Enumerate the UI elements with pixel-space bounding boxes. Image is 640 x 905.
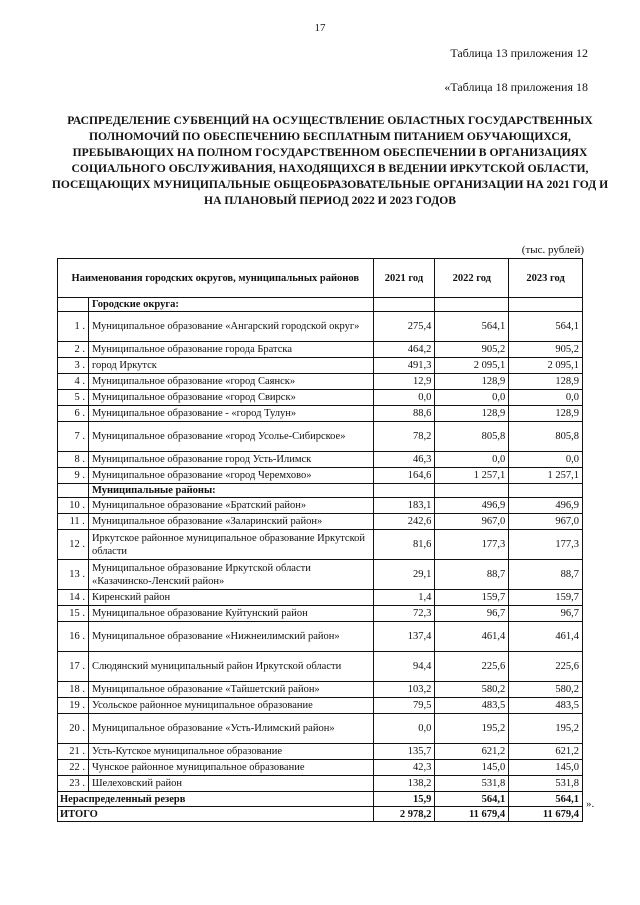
municipality-name: Муниципальное образование Иркутской области «Казачинско-Ленский район» [88, 560, 373, 590]
table-row [58, 452, 583, 468]
value-2023: 88,7 [509, 560, 583, 590]
value-2021: 78,2 [373, 422, 435, 452]
municipality-name: Чунское районное муниципальное образование [88, 760, 373, 776]
table-row [58, 422, 583, 452]
total-row-2022: 11 679,4 [435, 807, 509, 822]
total-row-label: ИТОГО [58, 807, 374, 822]
value-2022: 128,9 [435, 374, 509, 390]
municipality-name: Муниципальное образование город Усть-Илимск [88, 452, 373, 468]
municipality-name: Муниципальное образование «город Свирск» [88, 390, 373, 406]
value-2021: 88,6 [373, 406, 435, 422]
table-row [58, 606, 583, 622]
value-2021: 12,9 [373, 374, 435, 390]
appendix-reference-quoted: «Таблица 18 приложения 18 [444, 80, 588, 94]
value-2023: 564,1 [509, 312, 583, 342]
municipality-name: Иркутское районное муниципальное образование Иркутской области [88, 530, 373, 560]
municipality-name: Муниципальное образование «город Черемхово» [88, 468, 373, 484]
table-row [58, 682, 583, 698]
row-number: 4 . [58, 374, 89, 390]
value-2022: 177,3 [435, 530, 509, 560]
table-row [58, 406, 583, 422]
table-row [58, 622, 583, 652]
value-2021: 1,4 [373, 590, 435, 606]
empty-cell [509, 484, 583, 498]
value-2022: 96,7 [435, 606, 509, 622]
value-2022: 2 095,1 [435, 358, 509, 374]
municipality-name: Муниципальное образование «Нижнеилимский район» [88, 622, 373, 652]
row-number: 9 . [58, 468, 89, 484]
value-2023: 483,5 [509, 698, 583, 714]
value-2021: 464,2 [373, 342, 435, 358]
row-number: 15 . [58, 606, 89, 622]
row-number: 14 . [58, 590, 89, 606]
municipality-name: Муниципальное образование «город Усолье-Сибирское» [88, 422, 373, 452]
municipality-name: Усольское районное муниципальное образование [88, 698, 373, 714]
row-number: 3 . [58, 358, 89, 374]
value-2022: 580,2 [435, 682, 509, 698]
value-2023: 128,9 [509, 406, 583, 422]
value-2022: 0,0 [435, 452, 509, 468]
value-2021: 103,2 [373, 682, 435, 698]
municipality-name: Муниципальное образование «Ангарский городской округ» [88, 312, 373, 342]
value-2021: 0,0 [373, 390, 435, 406]
value-2022: 483,5 [435, 698, 509, 714]
municipality-name: Шелеховский район [88, 776, 373, 792]
value-2023: 225,6 [509, 652, 583, 682]
table-row [58, 590, 583, 606]
value-2022: 905,2 [435, 342, 509, 358]
empty-cell [435, 484, 509, 498]
page-number: 17 [314, 22, 326, 34]
row-number: 19 . [58, 698, 89, 714]
row-number: 16 . [58, 622, 89, 652]
table-row [58, 698, 583, 714]
value-2023: 159,7 [509, 590, 583, 606]
value-2022: 967,0 [435, 514, 509, 530]
row-number: 20 . [58, 714, 89, 744]
value-2021: 135,7 [373, 744, 435, 760]
value-2022: 805,8 [435, 422, 509, 452]
value-2021: 72,3 [373, 606, 435, 622]
value-2021: 275,4 [373, 312, 435, 342]
table-row [58, 374, 583, 390]
units-note: (тыс. рублей) [521, 244, 584, 256]
municipality-name: Киренский район [88, 590, 373, 606]
table-row [58, 760, 583, 776]
empty-cell [373, 484, 435, 498]
value-2022: 128,9 [435, 406, 509, 422]
row-number: 17 . [58, 652, 89, 682]
value-2022: 1 257,1 [435, 468, 509, 484]
value-2023: 580,2 [509, 682, 583, 698]
row-number: 8 . [58, 452, 89, 468]
group-row-cities [58, 298, 583, 312]
total-row [58, 807, 583, 822]
value-2023: 0,0 [509, 390, 583, 406]
table-row [58, 776, 583, 792]
table-row [58, 342, 583, 358]
value-2023: 177,3 [509, 530, 583, 560]
value-2021: 491,3 [373, 358, 435, 374]
group-num-cell [58, 484, 89, 498]
table-header-row [58, 259, 583, 298]
table-row [58, 358, 583, 374]
value-2021: 29,1 [373, 560, 435, 590]
value-2022: 496,9 [435, 498, 509, 514]
municipality-name: Муниципальное образование «город Саянск» [88, 374, 373, 390]
value-2023: 967,0 [509, 514, 583, 530]
value-2022: 621,2 [435, 744, 509, 760]
reserve-row [58, 792, 583, 807]
value-2022: 461,4 [435, 622, 509, 652]
value-2022: 195,2 [435, 714, 509, 744]
table-row [58, 744, 583, 760]
value-2021: 46,3 [373, 452, 435, 468]
document-title: РАСПРЕДЕЛЕНИЕ СУБВЕНЦИЙ НА ОСУЩЕСТВЛЕНИЕ ОБЛАСТНЫХ ГОСУДАРСТВЕННЫХ ПОЛНОМОЧИЙ ПО ОБЕСПЕЧЕНИЮ БЕСПЛАТНЫМ ПИТАНИЕМ ОБУЧАЮЩИХСЯ, ПРЕБЫВАЮЩИХ НА ПОЛНОМ ГОСУДАРСТВЕННОМ ОБЕСПЕЧЕНИИ В ОРГАНИЗАЦИЯХ СОЦИАЛЬНОГО ОБСЛУЖИВАНИЯ, НАХОДЯЩИХСЯ В ВЕДЕНИИ ИРКУТСКОЙ ОБЛАСТИ, ПОСЕЩАЮЩИХ МУНИЦИПАЛЬНЫЕ ОБЩЕОБРАЗОВАТЕЛЬНЫЕ ОРГАНИЗАЦИИ НА 2021 ГОД И НА ПЛАНОВЫЙ ПЕРИОД 2022 И 2023 ГОДОВ [51, 114, 609, 207]
table-row [58, 514, 583, 530]
value-2023: 195,2 [509, 714, 583, 744]
row-number: 6 . [58, 406, 89, 422]
value-2023: 96,7 [509, 606, 583, 622]
value-2023: 531,8 [509, 776, 583, 792]
value-2021: 164,6 [373, 468, 435, 484]
value-2023: 461,4 [509, 622, 583, 652]
municipality-name: Слюдянский муниципальный район Иркутской области [88, 652, 373, 682]
table-row [58, 312, 583, 342]
municipality-name: Муниципальное образование Куйтунский район [88, 606, 373, 622]
municipality-name: Муниципальное образование «Тайшетский район» [88, 682, 373, 698]
value-2021: 94,4 [373, 652, 435, 682]
municipality-name: Муниципальное образование «Братский район» [88, 498, 373, 514]
table-row [58, 390, 583, 406]
row-number: 21 . [58, 744, 89, 760]
value-2023: 905,2 [509, 342, 583, 358]
row-number: 22 . [58, 760, 89, 776]
value-2022: 0,0 [435, 390, 509, 406]
value-2022: 159,7 [435, 590, 509, 606]
value-2021: 42,3 [373, 760, 435, 776]
table-row [58, 652, 583, 682]
row-number: 5 . [58, 390, 89, 406]
reserve-row-2022: 564,1 [435, 792, 509, 807]
row-number: 2 . [58, 342, 89, 358]
row-number: 18 . [58, 682, 89, 698]
value-2023: 0,0 [509, 452, 583, 468]
reserve-row-2021: 15,9 [373, 792, 435, 807]
header-name: Наименования городских округов, муниципальных районов [58, 259, 374, 298]
value-2022: 531,8 [435, 776, 509, 792]
value-2023: 1 257,1 [509, 468, 583, 484]
value-2022: 564,1 [435, 312, 509, 342]
value-2023: 621,2 [509, 744, 583, 760]
row-number: 23 . [58, 776, 89, 792]
row-number: 13 . [58, 560, 89, 590]
value-2022: 88,7 [435, 560, 509, 590]
municipality-name: Усть-Кутское муниципальное образование [88, 744, 373, 760]
municipality-name: Муниципальное образование «Заларинский район» [88, 514, 373, 530]
header-2021: 2021 год [373, 259, 435, 298]
row-number: 11 . [58, 514, 89, 530]
value-2023: 128,9 [509, 374, 583, 390]
value-2021: 137,4 [373, 622, 435, 652]
value-2023: 2 095,1 [509, 358, 583, 374]
value-2022: 145,0 [435, 760, 509, 776]
group-row-districts [58, 484, 583, 498]
group-label: Городские округа: [88, 298, 373, 312]
group-num-cell [58, 298, 89, 312]
group-label: Муниципальные районы: [88, 484, 373, 498]
value-2022: 225,6 [435, 652, 509, 682]
municipality-name: Муниципальное образование «Усть-Илимский район» [88, 714, 373, 744]
reserve-row-label: Нераспределенный резерв [58, 792, 374, 807]
table-row [58, 714, 583, 744]
row-number: 1 . [58, 312, 89, 342]
value-2021: 81,6 [373, 530, 435, 560]
value-2023: 496,9 [509, 498, 583, 514]
reserve-row-2023: 564,1 [509, 792, 583, 807]
value-2021: 79,5 [373, 698, 435, 714]
row-number: 12 . [58, 530, 89, 560]
header-2023: 2023 год [509, 259, 583, 298]
value-2023: 805,8 [509, 422, 583, 452]
value-2021: 0,0 [373, 714, 435, 744]
header-2022: 2022 год [435, 259, 509, 298]
table-row [58, 560, 583, 590]
table-row [58, 530, 583, 560]
closing-quote: ». [586, 798, 595, 810]
appendix-reference: Таблица 13 приложения 12 [450, 46, 588, 60]
total-row-2021: 2 978,2 [373, 807, 435, 822]
total-row-2023: 11 679,4 [509, 807, 583, 822]
row-number: 10 . [58, 498, 89, 514]
row-number: 7 . [58, 422, 89, 452]
table-row [58, 468, 583, 484]
municipality-name: Муниципальное образование города Братска [88, 342, 373, 358]
value-2021: 242,6 [373, 514, 435, 530]
value-2023: 145,0 [509, 760, 583, 776]
municipality-name: город Иркутск [88, 358, 373, 374]
value-2021: 183,1 [373, 498, 435, 514]
table-row [58, 498, 583, 514]
subsidy-table [57, 258, 583, 822]
municipality-name: Муниципальное образование - «город Тулун» [88, 406, 373, 422]
value-2021: 138,2 [373, 776, 435, 792]
table-body [58, 298, 583, 822]
